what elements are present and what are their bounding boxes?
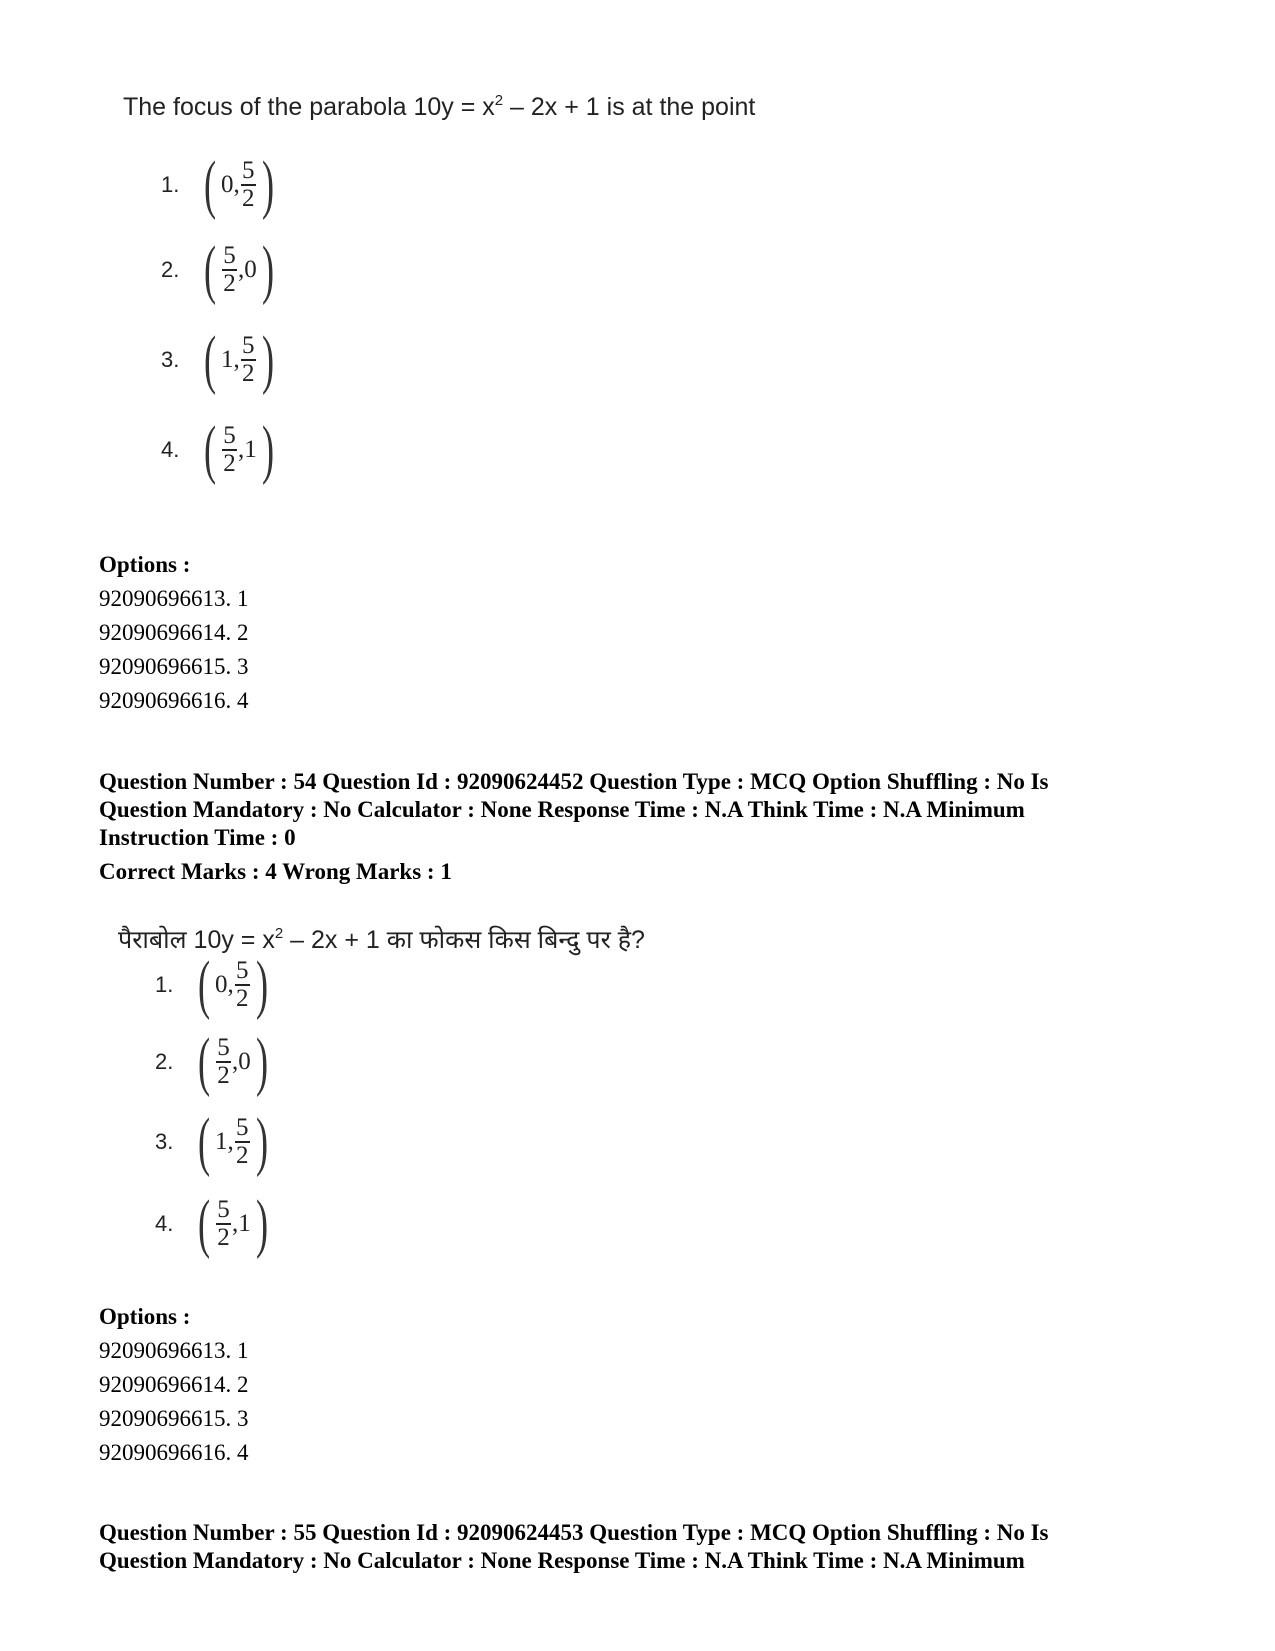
option-line: 92090696616. 4 [99,688,249,713]
ordered-pair: ( 0, $\frac{5}{2}$ ) [203,148,274,221]
question-55-metadata: Question Number : 55 Question Id : 92090624453 Question Type : MCQ Option Shuffling : No Is Question Mandatory : No Calculator : None Response Time : N.A Think Time : N.A Minimum [99,1520,1049,1573]
ordered-pair: ( $\frac{5}{2}$ ,0 ) [203,233,274,306]
option-line: 92090696615. 3 [99,654,249,679]
question-54-metadata: Question Number : 54 Question Id : 92090624452 Question Type : MCQ Option Shuffling : No Is Question Mandatory : No Calculator : None Response Time : N.A Think Time : N.A Minimum Instruction Time : 0 [99,769,1049,850]
question-54-marks: Correct Marks : 4 Wrong Marks : 1 [99,859,452,884]
ordered-pair: ( 1, $\frac{5}{2}$ ) [197,1105,268,1178]
question-53-choice-4: 4. ( $\frac{5}{2}$ ,1 ) [161,410,279,490]
ordered-pair: ( $\frac{5}{2}$ ,1 ) [203,413,274,486]
ordered-pair: ( $\frac{5}{2}$ ,0 ) [197,1025,268,1098]
option-line: 92090696614. 2 [99,1372,249,1397]
question-53-prompt: The focus of the parabola $10y = x^2 - 2x + 1$ is at the point [123,92,756,121]
question-54-choice-1: 1. ( 0, $\frac{5}{2}$ ) [155,945,273,1025]
question-53-choice-1: 1. ( 0, $\frac{5}{2}$ ) [161,145,279,225]
options-label: Options : [99,552,191,577]
option-line: 92090696615. 3 [99,1406,249,1431]
question-53-options [99,548,249,718]
question-53-choice-3: 3. ( 1, $\frac{5}{2}$ ) [161,320,279,400]
option-line: 92090696616. 4 [99,1440,249,1465]
options-label: Options : [99,1304,191,1329]
question-54-choice-2: 2. ( $\frac{5}{2}$ ,0 ) [155,1022,273,1102]
question-54-prompt: पैराबोल $10y = x^2 - 2x + 1$ का फोकस किस बिन्दु पर है? [118,925,645,954]
ordered-pair: ( 0, $\frac{5}{2}$ ) [197,948,268,1021]
option-line: 92090696613. 1 [99,1338,249,1363]
question-53-choice-2: 2. ( $\frac{5}{2}$ ,0 ) [161,230,279,310]
ordered-pair: ( $\frac{5}{2}$ ,1 ) [197,1187,268,1260]
question-54-choice-3: 3. ( 1, $\frac{5}{2}$ ) [155,1102,273,1182]
question-54-choice-4: 4. ( $\frac{5}{2}$ ,1 ) [155,1184,273,1264]
question-54-options [99,1300,249,1470]
ordered-pair: ( 1, $\frac{5}{2}$ ) [203,323,274,396]
option-line: 92090696614. 2 [99,620,249,645]
option-line: 92090696613. 1 [99,586,249,611]
